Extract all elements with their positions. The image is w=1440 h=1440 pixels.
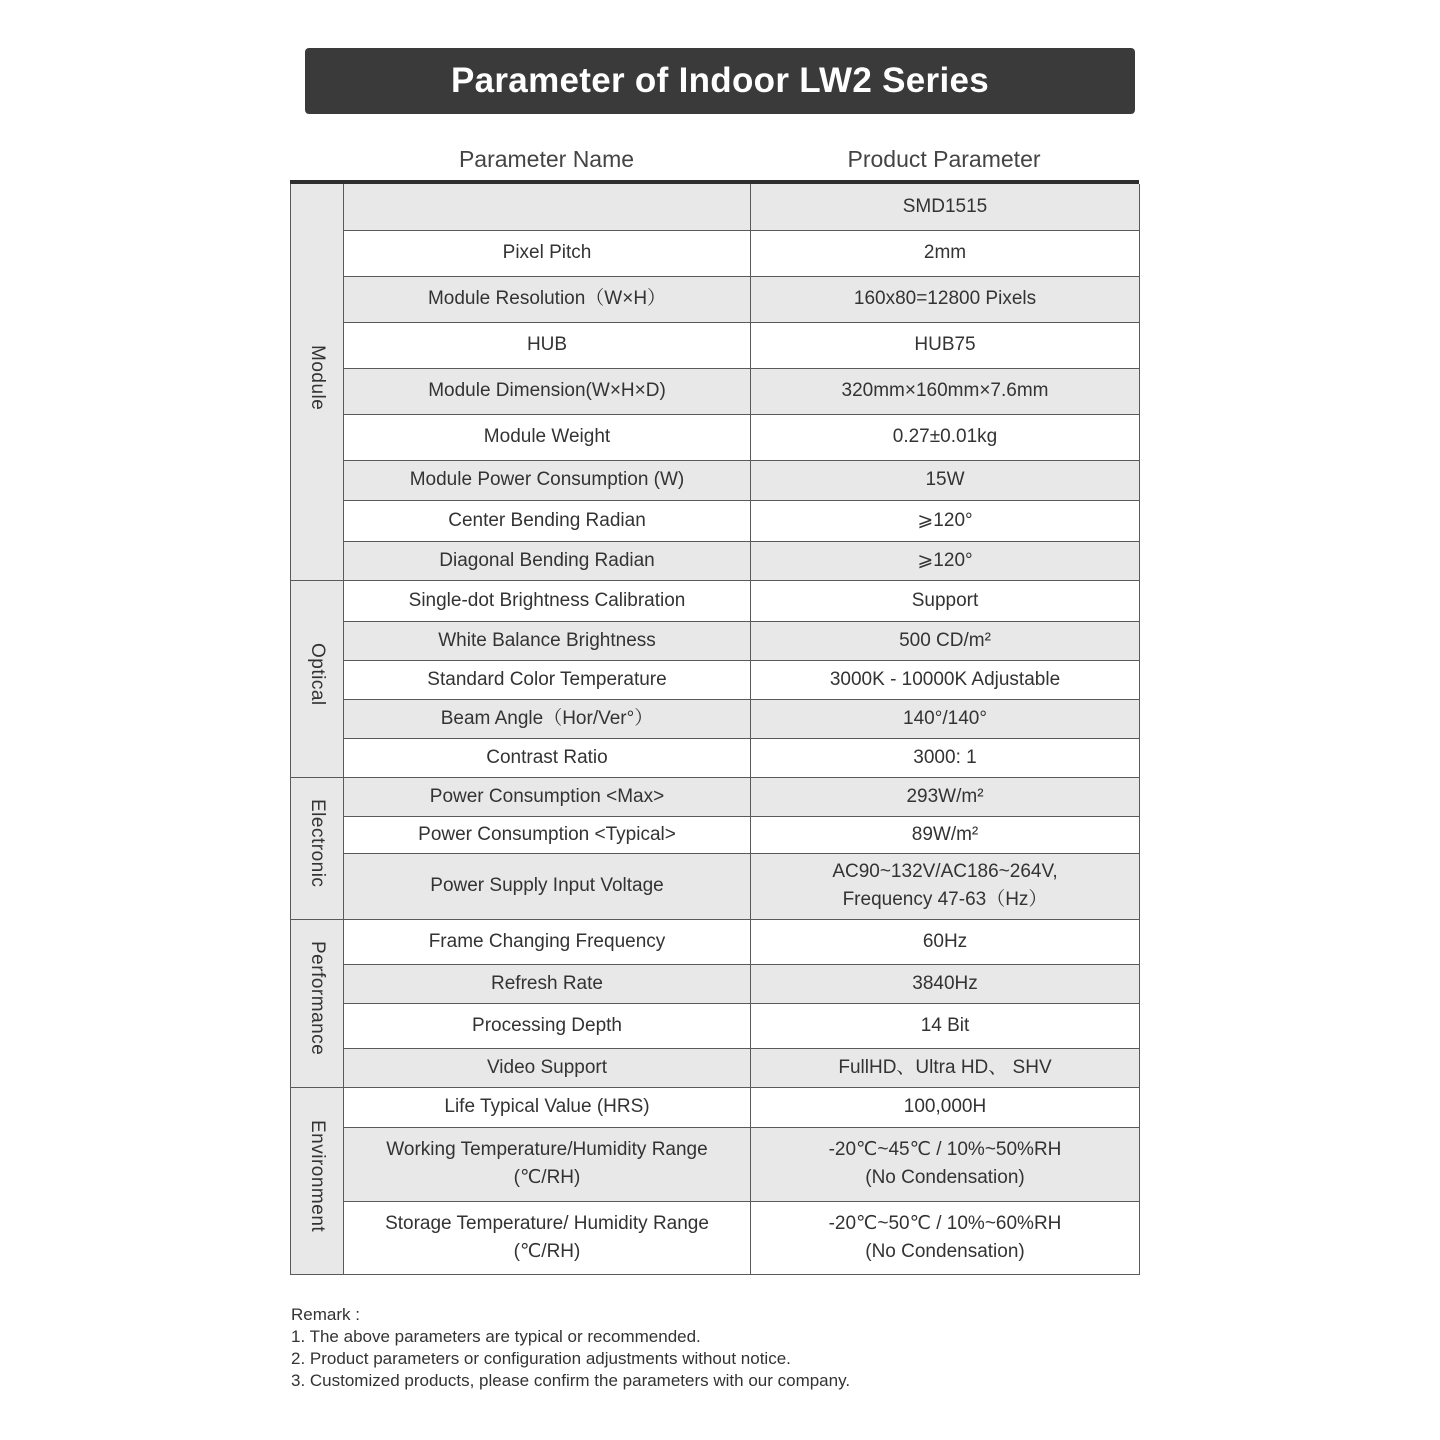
parameter-value-cell <box>751 1127 1140 1201</box>
parameter-name-text: Module Weight <box>483 426 611 447</box>
parameter-name-cell <box>344 276 751 322</box>
parameter-name-cell <box>344 621 751 660</box>
parameter-name-text: Processing Depth <box>472 1014 622 1036</box>
parameter-value-text: 320mm×160mm×7.6mm <box>841 380 1049 401</box>
parameter-name-cell <box>344 1127 751 1201</box>
group-label: Performance <box>307 941 328 1056</box>
parameter-name-cell <box>344 184 751 230</box>
parameter-name-text: Standard Color Temperature <box>427 668 667 690</box>
parameter-name-cell <box>344 460 751 500</box>
table-row <box>291 500 1140 541</box>
parameter-value-cell <box>751 580 1140 621</box>
parameter-value-cell <box>751 919 1140 964</box>
parameter-name-cell <box>344 500 751 541</box>
parameter-value-cell <box>751 964 1140 1003</box>
parameter-name-text: Working Temperature/Humidity Range <box>386 1139 708 1160</box>
parameter-value-cell <box>751 1087 1140 1127</box>
table-row <box>291 1201 1140 1274</box>
table-row <box>291 276 1140 322</box>
parameter-name-text: Module Resolution（W×H） <box>427 288 667 309</box>
parameter-value-cell <box>751 853 1140 919</box>
parameter-name-cell <box>344 368 751 414</box>
parameter-value-text: 0.27±0.01kg <box>892 426 998 447</box>
parameter-name-cell <box>344 699 751 738</box>
table-row <box>291 660 1140 699</box>
table-row <box>291 368 1140 414</box>
parameter-value-text: 160x80=12800 Pixels <box>853 288 1037 309</box>
parameter-name-cell <box>344 660 751 699</box>
parameter-name-text-line2: (℃/RH) <box>513 1167 581 1188</box>
page-title: Parameter of Indoor LW2 Series <box>450 61 990 100</box>
spec-table-body <box>291 184 1140 1274</box>
parameter-value-cell <box>751 1048 1140 1087</box>
column-header-parameter-name: Parameter Name <box>458 146 635 172</box>
table-row <box>291 1003 1140 1048</box>
table-row <box>291 777 1140 816</box>
table-row <box>291 1127 1140 1201</box>
parameter-value-text: 3840Hz <box>912 972 978 994</box>
group-label: Module <box>307 344 328 410</box>
parameter-value-text: FullHD、Ultra HD、 SHV <box>838 1056 1052 1078</box>
group-cell <box>291 184 344 580</box>
parameter-name-cell <box>344 853 751 919</box>
table-row <box>291 541 1140 580</box>
parameter-name-text: Contrast Ratio <box>486 746 608 768</box>
parameter-value-text: 15W <box>925 469 965 490</box>
parameter-name-text: Video Support <box>486 1056 608 1078</box>
table-row <box>291 853 1140 919</box>
parameter-value-cell <box>751 460 1140 500</box>
parameter-value-cell <box>751 184 1140 230</box>
remark-item: 2. Product parameters or configuration adjustments without notice. <box>291 1349 791 1368</box>
parameter-name-cell <box>344 322 751 368</box>
parameter-name-cell <box>344 1003 751 1048</box>
parameter-value-text: 500 CD/m² <box>899 629 991 651</box>
parameter-name-cell <box>344 414 751 460</box>
table-row <box>291 184 1140 230</box>
parameter-name-cell <box>344 919 751 964</box>
parameter-name-text: Power Consumption <Typical> <box>418 823 676 845</box>
parameter-name-text: Frame Changing Frequency <box>428 930 666 952</box>
parameter-value-text: HUB75 <box>914 334 976 355</box>
table-row <box>291 738 1140 777</box>
table-row <box>291 580 1140 621</box>
parameter-value-text: -20℃~50℃ / 10%~60%RH <box>828 1212 1062 1234</box>
group-cell <box>291 777 344 919</box>
parameter-name-text: Power Supply Input Voltage <box>430 875 664 896</box>
parameter-value-cell <box>751 738 1140 777</box>
parameter-name-cell <box>344 1087 751 1127</box>
parameter-value-text: 100,000H <box>903 1096 987 1117</box>
parameter-value-cell <box>751 699 1140 738</box>
parameter-value-text: AC90~132V/AC186~264V, <box>832 861 1058 882</box>
table-row <box>291 964 1140 1003</box>
parameter-value-cell <box>751 777 1140 816</box>
parameter-name-text: Module Power Consumption (W) <box>409 469 685 490</box>
parameter-value-cell <box>751 1003 1140 1048</box>
parameter-name-text: Center Bending Radian <box>448 509 646 531</box>
parameter-value-text: ⩾120° <box>917 509 973 531</box>
parameter-value-text: 60Hz <box>922 930 968 952</box>
parameter-name-text-line2: (℃/RH) <box>513 1240 581 1262</box>
parameter-name-text: Refresh Rate <box>491 972 603 994</box>
table-row <box>291 1048 1140 1087</box>
parameter-value-cell <box>751 230 1140 276</box>
parameter-name-text: Single-dot Brightness Calibration <box>408 589 686 611</box>
table-row <box>291 230 1140 276</box>
parameter-value-text: 293W/m² <box>906 785 984 807</box>
parameter-name-cell <box>344 1048 751 1087</box>
parameter-name-text: Pixel Pitch <box>502 242 592 263</box>
parameter-name-text: White Balance Brightness <box>438 629 656 651</box>
remark-item: 3. Customized products, please confirm the parameters with our company. <box>291 1371 851 1390</box>
parameter-name-text: Module Dimension(W×H×D) <box>428 380 666 401</box>
group-cell <box>291 1087 344 1274</box>
parameter-value-text: 3000K - 10000K Adjustable <box>829 668 1061 690</box>
group-label: Optical <box>307 642 328 706</box>
table-row <box>291 1087 1140 1127</box>
parameter-value-cell <box>751 500 1140 541</box>
table-row <box>291 460 1140 500</box>
parameter-value-text: 89W/m² <box>911 823 979 845</box>
parameter-name-cell <box>344 541 751 580</box>
parameter-value-cell <box>751 660 1140 699</box>
table-row <box>291 322 1140 368</box>
group-cell <box>291 580 344 777</box>
table-row <box>291 919 1140 964</box>
parameter-value-text: 140°/140° <box>903 707 987 729</box>
parameter-value-cell <box>751 322 1140 368</box>
title-banner <box>305 48 1135 114</box>
column-header-product-parameter: Product Parameter <box>847 146 1041 172</box>
remark-item: 1. The above parameters are typical or recommended. <box>291 1327 701 1346</box>
parameter-value-cell <box>751 368 1140 414</box>
parameter-name-text: Power Consumption <Max> <box>429 785 665 807</box>
parameter-value-text: 3000: 1 <box>913 746 977 768</box>
parameter-name-text: Life Typical Value (HRS) <box>444 1096 650 1117</box>
parameter-name-cell <box>344 964 751 1003</box>
parameter-value-text: 2mm <box>923 242 967 263</box>
parameter-name-text: Diagonal Bending Radian <box>439 549 655 571</box>
parameter-name-cell <box>344 738 751 777</box>
parameter-name-cell <box>344 230 751 276</box>
table-row <box>291 621 1140 660</box>
parameter-name-text: Beam Angle（Hor/Ver°） <box>440 707 654 729</box>
parameter-name-text: HUB <box>526 334 568 355</box>
parameter-value-text-line2: (No Condensation) <box>865 1240 1025 1262</box>
group-label: Electronic <box>307 799 328 888</box>
group-label: Environment <box>307 1119 328 1233</box>
parameter-name-cell <box>344 777 751 816</box>
parameter-value-cell <box>751 621 1140 660</box>
parameter-name-cell <box>344 1201 751 1274</box>
parameter-value-cell <box>751 541 1140 580</box>
parameter-value-cell <box>751 1201 1140 1274</box>
spec-table <box>290 184 1140 1275</box>
parameter-value-text: SMD1515 <box>902 195 988 217</box>
parameter-name-cell <box>344 580 751 621</box>
parameter-value-text: -20℃~45℃ / 10%~50%RH <box>828 1139 1062 1160</box>
table-row <box>291 414 1140 460</box>
parameter-value-cell <box>751 276 1140 322</box>
parameter-value-cell <box>751 414 1140 460</box>
table-row <box>291 816 1140 853</box>
table-row <box>291 699 1140 738</box>
parameter-value-text: ⩾120° <box>917 549 973 571</box>
remarks <box>291 1304 850 1392</box>
remarks-heading: Remark : <box>291 1305 360 1324</box>
group-cell <box>291 919 344 1087</box>
parameter-value-text-line2: (No Condensation) <box>865 1167 1025 1188</box>
parameter-value-text-line2: Frequency 47-63（Hz） <box>842 889 1048 910</box>
parameter-name-text: Storage Temperature/ Humidity Range <box>385 1212 709 1234</box>
parameter-value-text: Support <box>911 589 979 611</box>
parameter-name-cell <box>344 816 751 853</box>
parameter-value-cell <box>751 816 1140 853</box>
parameter-value-text: 14 Bit <box>920 1014 970 1036</box>
